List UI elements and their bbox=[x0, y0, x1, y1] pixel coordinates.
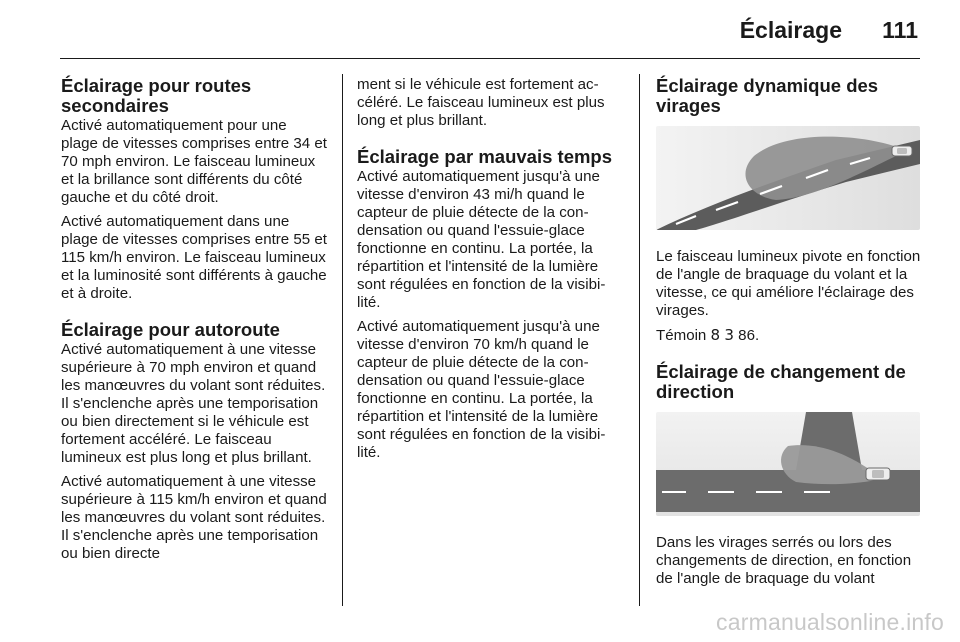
paragraph: Dans les virages serrés ou lors des changements de direction, en fonction de l'angle de braquage du volant bbox=[656, 534, 912, 587]
column-divider bbox=[342, 74, 343, 606]
section-heading-motorway: Éclairage pour autoroute bbox=[61, 319, 280, 340]
column-2 bbox=[357, 76, 623, 468]
section-heading-bad-weather: Éclairage par mauvais temps bbox=[357, 146, 613, 167]
turn-lighting-figure bbox=[656, 412, 920, 516]
paragraph: Activé automatiquement pour une plage de vitesses comprises entre 34 et 70 mph environ. Le faisceau lumineux et la brillance sont différents du côté gauche et du côté droit. bbox=[61, 117, 327, 206]
page-number: 111 bbox=[882, 17, 918, 43]
paragraph: Le faisceau lumineux pivote en fonction de l'angle de braquage du volant et la vitesse, ce qui améliore l'éclairage des virages. bbox=[656, 248, 921, 319]
column-3 bbox=[656, 76, 922, 594]
section-heading-turn-lighting: Éclairage de changement de direction bbox=[656, 361, 906, 402]
column-1 bbox=[61, 76, 327, 569]
reference-page: 86. bbox=[738, 327, 760, 344]
column-divider bbox=[639, 74, 640, 606]
watermark: carmanualsonline.info bbox=[716, 609, 944, 635]
curve-lighting-figure bbox=[656, 126, 920, 230]
paragraph: Activé automatiquement à une vitesse supérieure à 115 km/h environ et quand les manœuvres du volant sont réduites. Il s'enclenche après une temporisation ou bien directe bbox=[61, 473, 327, 562]
page-title: Éclairage bbox=[739, 17, 842, 43]
section-heading-dynamic-curve: Éclairage dynamique des virages bbox=[656, 75, 879, 116]
paragraph: Activé automatiquement à une vitesse supérieure à 70 mph environ et quand les manœuvres du volant sont réduites. Il s'enclenche après une temporisation ou bien directement si le véhicule est fortement accéléré. Le faisceau lumineux est plus long et plus brillant. bbox=[61, 341, 326, 466]
page-header bbox=[60, 0, 920, 59]
indicator-lamp-icon: 8 bbox=[710, 326, 721, 344]
paragraph: Activé automatiquement jusqu'à une vitesse d'environ 70 km/h quand le capteur de pluie détecte de la condensation ou quand l'essuie-glace fonctionne en continu. La portée, la répartition et l'intensité de la lumière sont régulées en fonction de la visibilité. bbox=[357, 318, 606, 461]
indicator-reference bbox=[656, 326, 922, 345]
paragraph: Activé automatiquement dans une plage de vitesses comprises entre 55 et 115 km/h environ. Le faisceau lumineux et la luminosité sont différents à gauche et à droite. bbox=[61, 213, 327, 302]
section-heading-secondary-roads: Éclairage pour routes secondaires bbox=[61, 75, 252, 116]
page-reference-arrow-icon: 3 bbox=[724, 326, 734, 344]
paragraph: ment si le véhicule est fortement accéléré. Le faisceau lumineux est plus long et plus brillant. bbox=[357, 76, 605, 129]
paragraph: Activé automatiquement jusqu'à une vitesse d'environ 43 mi/h quand le capteur de pluie détecte de la condensation ou quand l'essuie-glace fonctionne en continu. La portée, la répartition et l'intensité de la lumière sont régulées en fonction de la visibilité. bbox=[357, 168, 606, 311]
reference-label: Témoin bbox=[656, 327, 707, 344]
